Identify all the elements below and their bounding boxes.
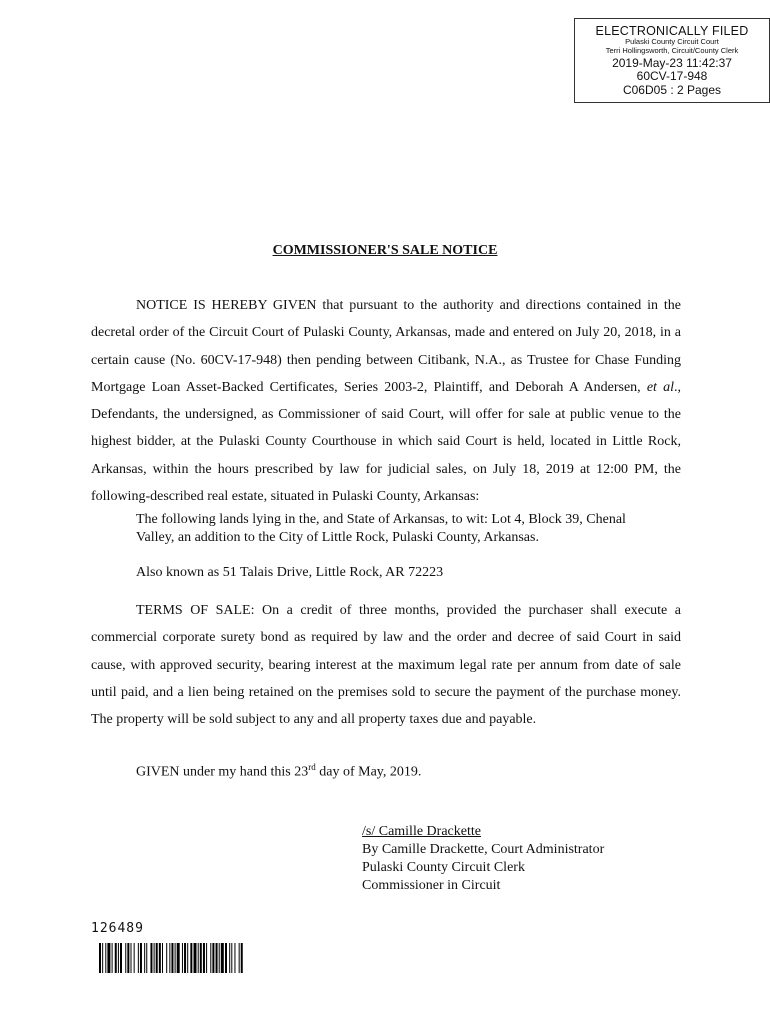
barcode-bar (134, 943, 135, 973)
barcode-bar (105, 943, 106, 973)
signer-role: Commissioner in Circuit (362, 878, 501, 893)
barcode-bar (216, 943, 218, 973)
notice-text-start: NOTICE IS HEREBY GIVEN that pursuant to the authority and directions contained in the decretal order of the Circuit Court of Pulaski County, Arkansas, made and entered on July 20, 2018, in a certain cause (No. 60CV-17-948) then pending between Citibank, N.A., as Trustee for Chase Funding Mortgage Loan Asset-Backed Certificates, Series 2003-2, Plaintiff, and Deborah A Andersen, (91, 298, 681, 395)
document-title: COMMISSIONER'S SALE NOTICE (272, 243, 498, 258)
barcode (99, 943, 317, 973)
notice-text-italic: et al (646, 379, 674, 395)
barcode-bar (210, 943, 211, 973)
barcode-bar (203, 943, 205, 973)
notice-text-end: ., Defendants, the undersigned, as Commissioner of said Court, will offer for sale at public venue to the highest bidder, at the Pulaski County Courthouse in which said Court is held, located in Little Rock, Arkansas, within the hours prescribed by law for judicial sales, on July 18, 2019 at 12:00 PM, the following-described real estate, situated in Pulaski County, Arkansas: (91, 379, 681, 505)
barcode-bar (146, 943, 147, 973)
barcode-bar (169, 943, 170, 973)
electronic-filing-stamp (574, 18, 770, 103)
legal-description: The following lands lying in the, and State of Arkansas, to wit: Lot 4, Block 39, Chenal Valley, an addition to the City of Little Rock, Pulaski County, Arkansas. (136, 512, 626, 545)
terms-text: TERMS OF SALE: On a credit of three months, provided the purchaser shall execute a commercial corporate surety bond as required by law and the order and decree of said Court in said cause, with approved security, bearing interest at the maximum legal rate per annum from date of sale until paid, and a lien being retained on the premises sold to secure the payment of the purchase money. The property will be sold subject to any and all property taxes due and payable. (91, 603, 681, 728)
barcode-bar (115, 943, 117, 973)
signer-office: Pulaski County Circuit Clerk (362, 860, 525, 875)
barcode-bar (239, 943, 240, 973)
signer-title: By Camille Drackette, Court Administrator (362, 842, 605, 857)
barcode-bar (177, 943, 180, 973)
barcode-bar (212, 943, 214, 973)
stamp-timestamp: 2019-May-23 11:42:37 (612, 55, 732, 70)
barcode-bar (234, 943, 235, 973)
stamp-heading: ELECTRONICALLY FILED (595, 24, 749, 38)
barcode-bar (127, 943, 129, 973)
barcode-bar (144, 943, 145, 973)
stamp-case-number: 60CV-17-948 (636, 69, 708, 84)
barcode-bar (200, 943, 202, 973)
barcode-bar (138, 943, 139, 973)
barcode-bar (229, 943, 230, 973)
barcode-bar (118, 943, 119, 973)
notice-paragraph (91, 292, 681, 510)
barcode-bar (99, 943, 101, 973)
barcode-bar (182, 943, 183, 973)
barcode-bar (221, 943, 224, 973)
barcode-bar (102, 943, 103, 973)
given-line (136, 762, 421, 781)
stamp-page-count: C06D05 : 2 Pages (622, 83, 722, 98)
given-text-end: day of May, 2019. (315, 764, 422, 780)
barcode-number: 126489 (91, 921, 144, 936)
property-address: Also known as 51 Talais Drive, Little Rock, AR 72223 (136, 565, 444, 580)
barcode-bar (166, 943, 167, 973)
barcode-bar (241, 943, 243, 973)
barcode-bar (107, 943, 110, 973)
stamp-court: Pulaski County Circuit Court (625, 37, 719, 47)
barcode-bar (194, 943, 197, 973)
barcode-bar (150, 943, 152, 973)
signature-line: /s/ Camille Drackette (362, 824, 481, 839)
barcode-bar (231, 943, 232, 973)
barcode-bar (112, 943, 113, 973)
stamp-clerk: Terri Hollingsworth, Circuit/County Clerk (605, 46, 739, 55)
barcode-bar (175, 943, 176, 973)
barcode-bar (120, 943, 122, 973)
barcode-bar (206, 943, 207, 973)
barcode-bar (225, 943, 227, 973)
barcode-bar (159, 943, 161, 973)
barcode-bar (184, 943, 186, 973)
barcode-bar (156, 943, 158, 973)
barcode-bar (198, 943, 199, 973)
barcode-bar (125, 943, 126, 973)
signature-block (362, 823, 604, 895)
barcode-bar (140, 943, 142, 973)
barcode-bar (171, 943, 173, 973)
barcode-bar (219, 943, 220, 973)
barcode-bar (187, 943, 188, 973)
given-superscript: rd (308, 762, 316, 772)
given-text-start: GIVEN under my hand this 23 (136, 764, 309, 780)
barcode-bar (190, 943, 192, 973)
barcode-bar (154, 943, 155, 973)
barcode-bar (162, 943, 163, 973)
terms-paragraph (91, 597, 681, 733)
barcode-bar (131, 943, 132, 973)
